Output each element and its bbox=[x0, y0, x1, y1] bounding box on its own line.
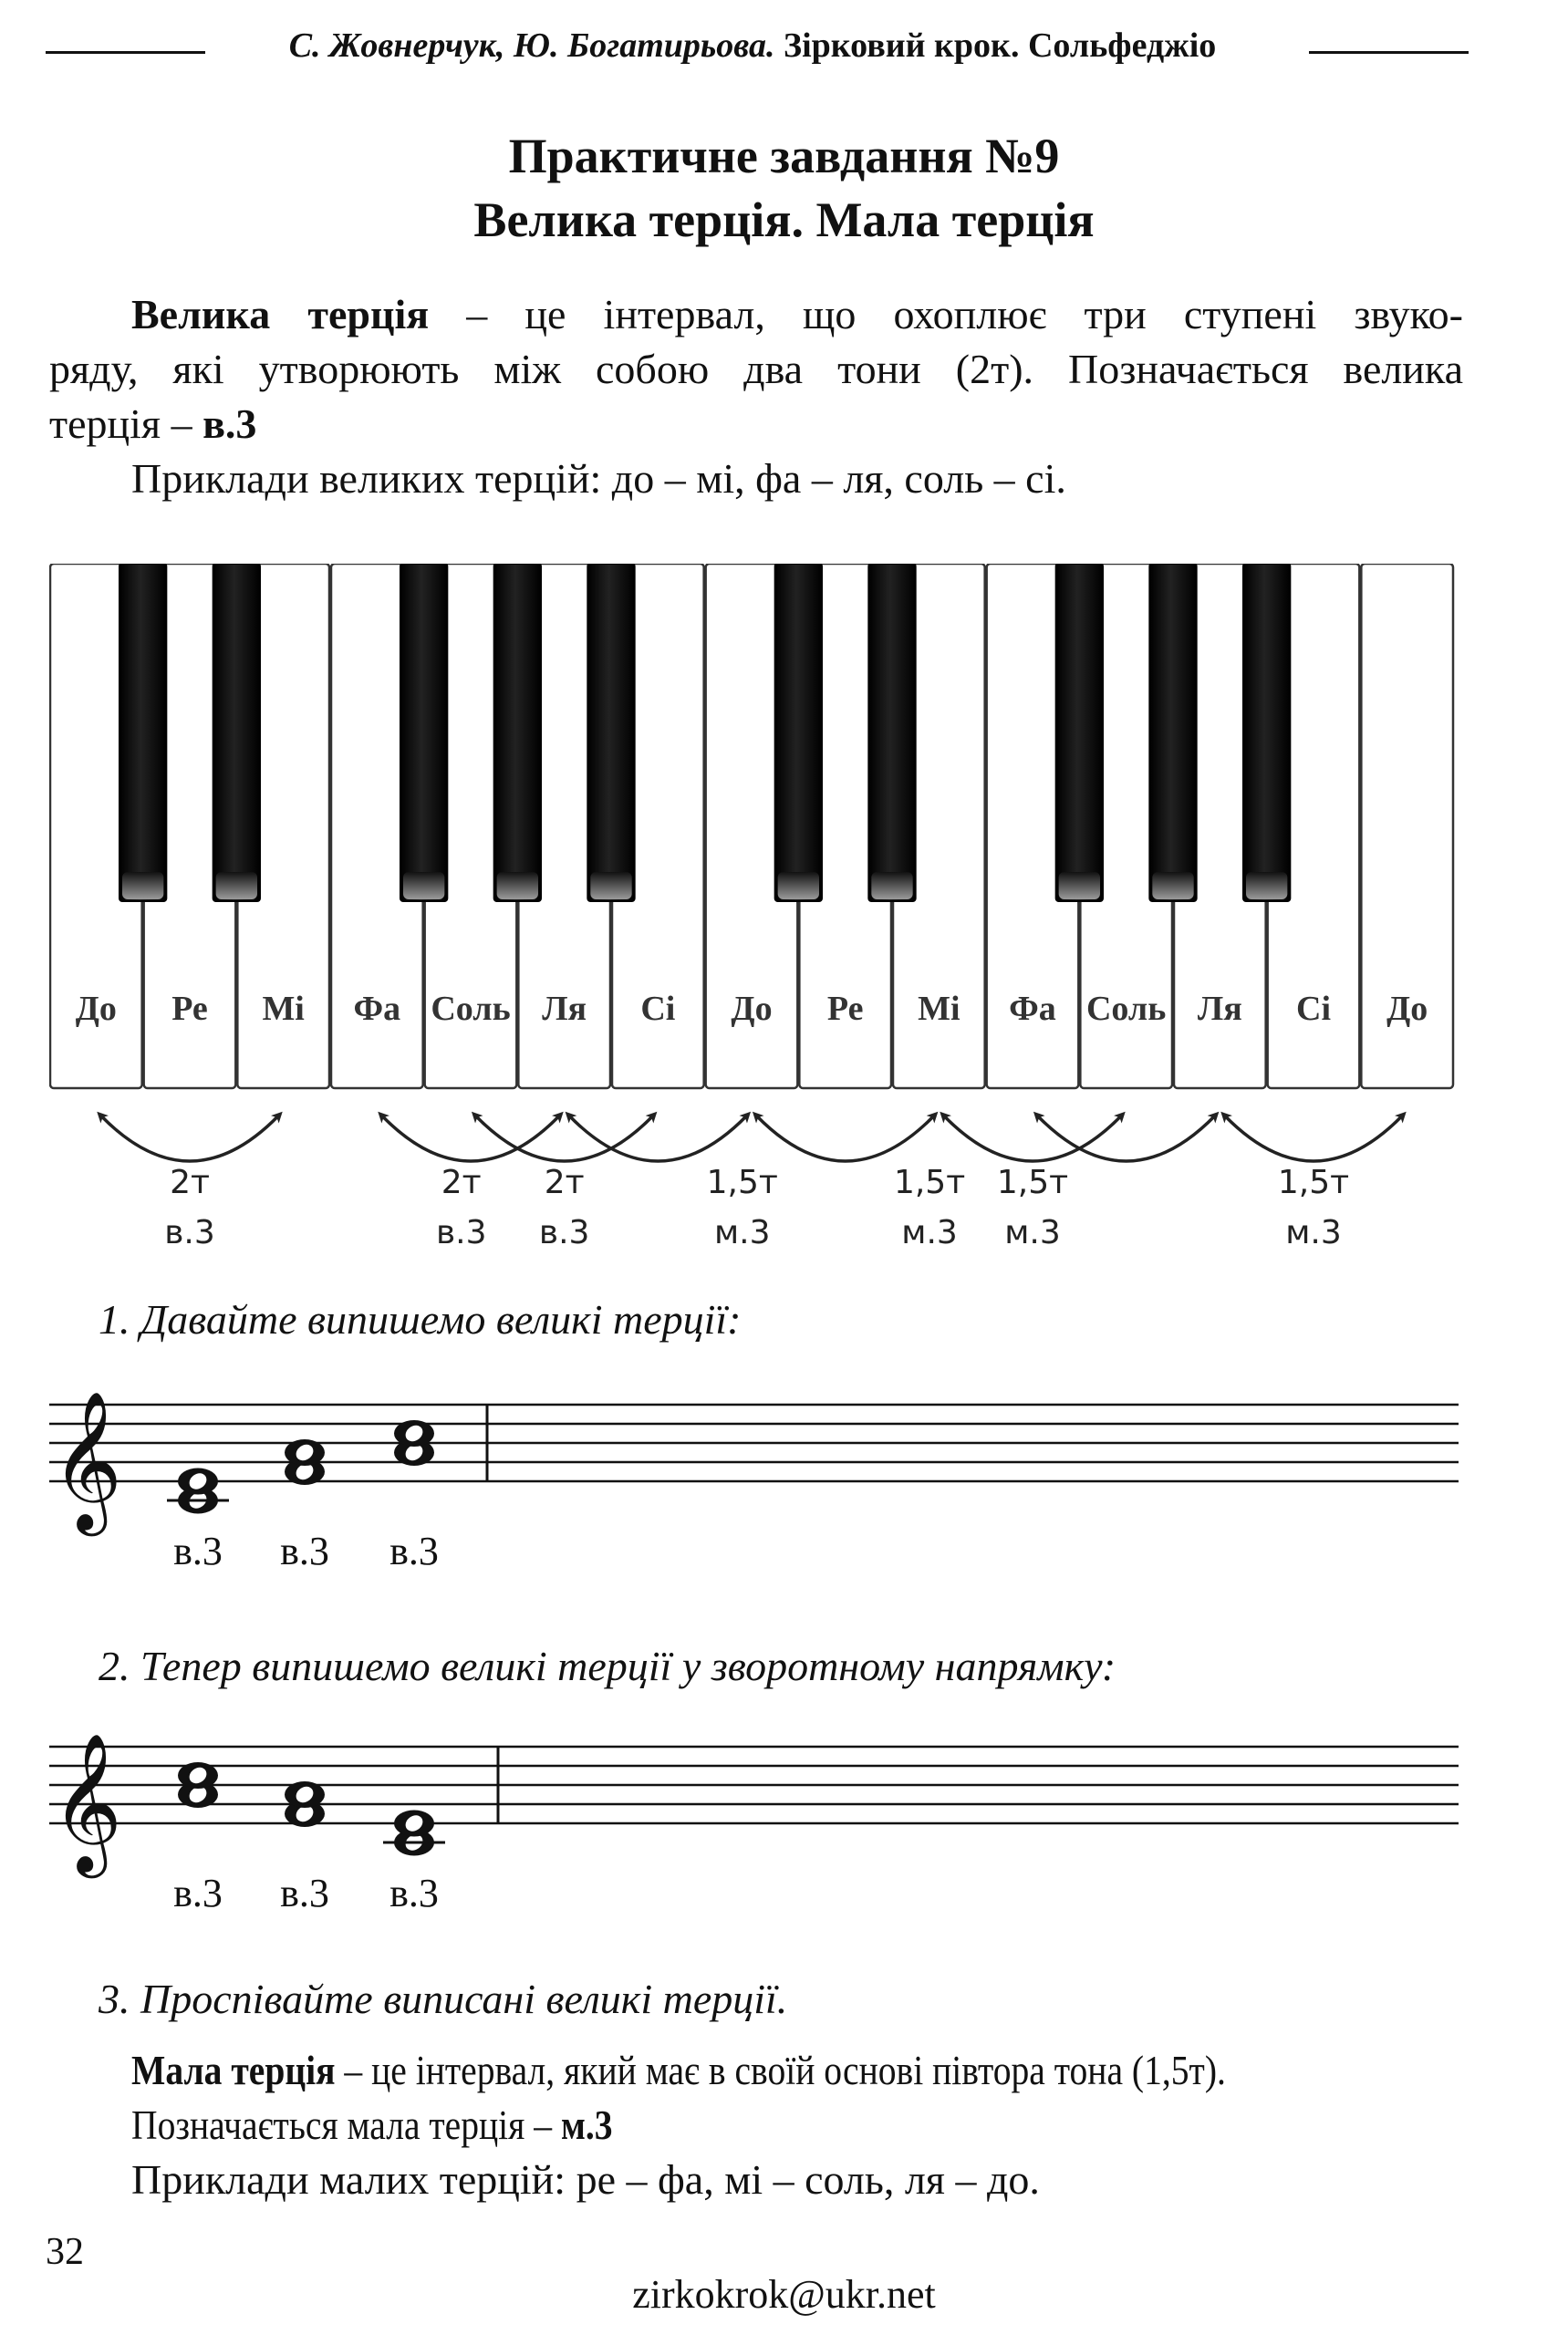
treble-clef-icon: 𝄞 bbox=[51, 1390, 123, 1531]
footer-email: zirkokrok@ukr.net bbox=[632, 2272, 936, 2317]
black-key bbox=[587, 564, 634, 901]
header-book-title: Зірковий крок. Сольфеджіо bbox=[784, 26, 1217, 65]
interval-name-label: в.3 bbox=[435, 1214, 487, 1251]
treble-clef-icon: 𝄞 bbox=[51, 1732, 123, 1873]
major-third-symbol: в.3 bbox=[202, 400, 257, 447]
interval-label: в.3 bbox=[173, 1871, 223, 1915]
interval-label: в.3 bbox=[389, 1871, 439, 1915]
black-key bbox=[400, 564, 447, 901]
page-number: 32 bbox=[46, 2231, 84, 2273]
intro-line-1 bbox=[49, 287, 1463, 342]
minor-line-2-text: Позначається мала терція – bbox=[131, 2102, 561, 2148]
exercise-1-label: 1. Давайте випишемо великі терції: bbox=[99, 1296, 742, 1343]
key-label: Мі bbox=[918, 990, 961, 1028]
key-label: До bbox=[75, 990, 117, 1028]
key-label: Фа bbox=[1009, 990, 1056, 1028]
interval-name-label: в.3 bbox=[538, 1214, 590, 1251]
header-rule-right bbox=[1309, 51, 1469, 54]
black-key bbox=[775, 564, 822, 901]
interval-tones-label: 1,5т bbox=[893, 1164, 966, 1201]
minor-line-1-text: – це інтервал, який має в своїй основі півтора тона (1,5т). bbox=[335, 2047, 1226, 2093]
interval-name-label: м.3 bbox=[1004, 1214, 1061, 1251]
key-label: До bbox=[731, 990, 773, 1028]
exercise-2-label: 2. Тепер випишемо великі терції у зворотному напрямку: bbox=[99, 1643, 1116, 1689]
minor-third-paragraph bbox=[49, 2043, 1463, 2207]
interval-tones-label: 2т bbox=[170, 1164, 210, 1201]
interval-tones-label: 2т bbox=[441, 1164, 482, 1201]
intro-line-1-text: – це інтервал, що охоплює три ступені звуко- bbox=[429, 291, 1464, 337]
key-label: Ля bbox=[1197, 990, 1242, 1028]
header-rule-left bbox=[46, 51, 205, 54]
page-title: Практичне завдання №9 bbox=[508, 129, 1060, 183]
minor-third-examples: Приклади малих терцій: ре – фа, мі – соль, ля – до. bbox=[131, 2156, 1040, 2203]
header-authors: С. Жовнерчук, Ю. Богатирьова. bbox=[288, 26, 775, 65]
minor-line-2 bbox=[49, 2098, 1463, 2153]
interval-name-label: м.3 bbox=[713, 1214, 771, 1251]
staff-exercise-2 bbox=[49, 1719, 1472, 1956]
interval-tones-label: 1,5т bbox=[706, 1164, 778, 1201]
running-header bbox=[210, 26, 1295, 66]
interval-arrow bbox=[756, 1116, 934, 1161]
interval-tones-label: 1,5т bbox=[996, 1164, 1069, 1201]
interval-tones-label: 2т bbox=[544, 1164, 585, 1201]
black-key bbox=[119, 564, 166, 901]
interval-label: в.3 bbox=[280, 1871, 329, 1915]
interval-tones-label: 1,5т bbox=[1277, 1164, 1350, 1201]
minor-line-2-wrap bbox=[131, 2098, 613, 2153]
black-key bbox=[868, 564, 915, 901]
interval-label: в.3 bbox=[173, 1529, 223, 1573]
interval-arrow bbox=[1224, 1116, 1402, 1161]
interval-arrow bbox=[100, 1116, 278, 1161]
key-label: Фа bbox=[353, 990, 401, 1028]
minor-third-symbol: м.3 bbox=[560, 2102, 613, 2148]
key-label: Сі bbox=[1296, 990, 1331, 1028]
key-label: Ре bbox=[171, 990, 208, 1028]
interval-label: в.3 bbox=[389, 1529, 439, 1573]
black-key bbox=[1056, 564, 1103, 901]
intro-line-2: ряду, які утворюють між собою два тони (2т). Позначається велика bbox=[49, 346, 1463, 392]
interval-name-label: м.3 bbox=[901, 1214, 958, 1251]
intro-line-3-text: терція – bbox=[49, 400, 203, 447]
page-subtitle: Велика терція. Мала терція bbox=[473, 192, 1095, 247]
staff-exercise-1 bbox=[49, 1377, 1472, 1614]
black-key bbox=[494, 564, 541, 901]
minor-line-1-wrap bbox=[131, 2043, 1226, 2098]
intro-paragraph bbox=[49, 287, 1463, 506]
black-key bbox=[1149, 564, 1196, 901]
interval-chord bbox=[383, 1811, 445, 1856]
key-label: Мі bbox=[262, 990, 305, 1028]
black-key bbox=[1243, 564, 1290, 901]
minor-third-term: Мала терція bbox=[131, 2047, 336, 2093]
key-label: Соль bbox=[1085, 990, 1167, 1028]
key-label: Соль bbox=[431, 990, 511, 1028]
interval-name-label: в.3 bbox=[164, 1214, 215, 1251]
interval-name-label: м.3 bbox=[1285, 1214, 1342, 1251]
interval-chord bbox=[167, 1468, 229, 1514]
intro-line-3 bbox=[49, 397, 1463, 451]
interval-label: в.3 bbox=[280, 1529, 329, 1573]
exercise-3-label: 3. Проспівайте виписані великі терції. bbox=[99, 1976, 788, 2022]
key-label: До bbox=[1386, 990, 1428, 1028]
key-label: Ля bbox=[542, 990, 587, 1028]
black-key bbox=[213, 564, 260, 901]
key-label: Ре bbox=[826, 990, 864, 1028]
major-third-term: Велика терція bbox=[131, 291, 430, 337]
key-label: Сі bbox=[640, 990, 676, 1028]
minor-line-1 bbox=[49, 2043, 1463, 2098]
piano-keyboard-diagram bbox=[49, 564, 1463, 1257]
major-third-examples: Приклади великих терцій: до – мі, фа – ля, соль – сі. bbox=[131, 455, 1066, 502]
